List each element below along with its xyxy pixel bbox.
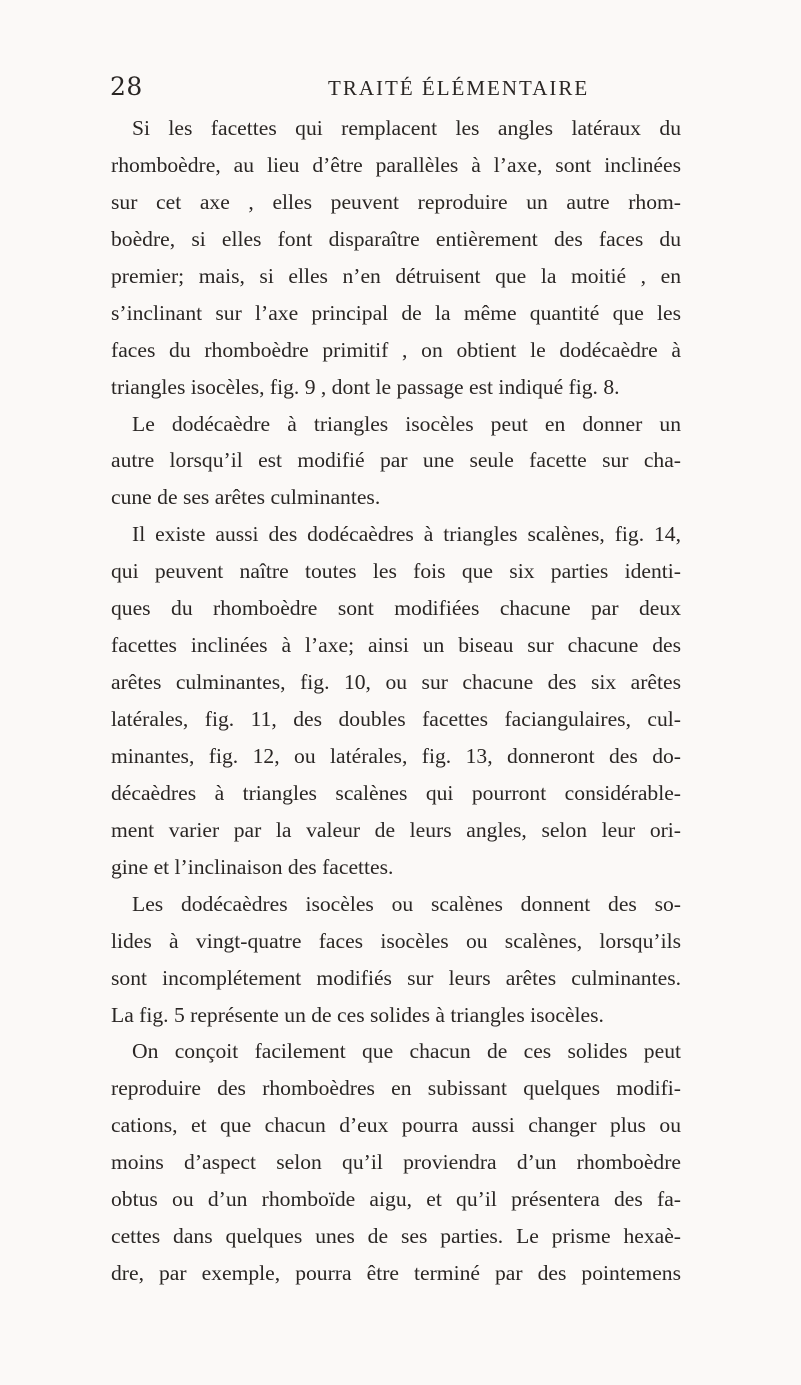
text-line: moins d’aspect selon qu’il proviendra d’un rhomboèdre: [111, 1150, 681, 1175]
text-line: obtus ou d’un rhomboïde aigu, et qu’il présentera des fa-: [111, 1187, 681, 1212]
text-line: boèdre, si elles font disparaître entièrement des faces du: [111, 226, 681, 251]
text-line: triangles isocèles, fig. 9 , dont le passage est indiqué fig. 8.: [111, 374, 620, 399]
text-line: cettes dans quelques unes de ses parties. Le prisme hexaè-: [111, 1224, 681, 1249]
text-line: On conçoit facilement que chacun de ces solides peut: [132, 1039, 681, 1064]
running-header: [110, 72, 700, 108]
text-line: Les dodécaèdres isocèles ou scalènes donnent des so-: [132, 891, 681, 916]
text-line: autre lorsqu’il est modifié par une seule facette sur cha-: [111, 448, 681, 473]
text-line: ment varier par la valeur de leurs angles, selon leur ori-: [111, 817, 681, 842]
text-line: reproduire des rhomboèdres en subissant quelques modifi-: [111, 1076, 681, 1101]
text-line: latérales, fig. 11, des doubles facettes faciangulaires, cul-: [111, 707, 681, 731]
page-number: 28: [110, 72, 143, 101]
text-line: rhomboèdre, au lieu d’être parallèles à l’axe, sont inclinées: [111, 152, 681, 177]
text-line: Le dodécaèdre à triangles isocèles peut en donner un: [132, 411, 681, 436]
text-line: dre, par exemple, pourra être terminé par des pointemens: [111, 1261, 681, 1286]
text-line: lides à vingt-quatre faces isocèles ou scalènes, lorsqu’ils: [111, 928, 681, 953]
text-line: gine et l’inclinaison des facettes.: [111, 854, 394, 879]
text-line: s’inclinant sur l’axe principal de la même quantité que les: [111, 300, 681, 325]
text-line: Il existe aussi des dodécaèdres à triangles scalènes, fig. 14,: [132, 522, 681, 547]
text-line: sont incomplétement modifiés sur leurs arêtes culminantes.: [111, 965, 681, 990]
text-line: cations, et que chacun d’eux pourra aussi changer plus ou: [111, 1113, 681, 1138]
body-text: [111, 110, 681, 1292]
text-line: faces du rhomboèdre primitif , on obtient le dodécaèdre à: [111, 337, 681, 362]
running-title: TRAITÉ ÉLÉMENTAIRE: [328, 76, 590, 100]
text-line: La fig. 5 représente un de ces solides à triangles isocèles.: [111, 1002, 604, 1027]
text-line: minantes, fig. 12, ou latérales, fig. 13, donneront des do-: [111, 743, 681, 768]
text-line: arêtes culminantes, fig. 10, ou sur chacune des six arêtes: [111, 670, 681, 695]
text-line: ques du rhomboèdre sont modifiées chacune par deux: [111, 596, 681, 621]
text-line: cune de ses arêtes culminantes.: [111, 485, 381, 510]
text-line: Si les facettes qui remplacent les angles latéraux du: [132, 116, 681, 140]
text-line: qui peuvent naître toutes les fois que six parties identi-: [111, 559, 681, 584]
text-line: facettes inclinées à l’axe; ainsi un biseau sur chacune des: [111, 633, 681, 658]
text-line: décaèdres à triangles scalènes qui pourront considérable-: [111, 780, 681, 805]
text-line: premier; mais, si elles n’en détruisent que la moitié , en: [111, 263, 681, 288]
text-line: sur cet axe , elles peuvent reproduire un autre rhom-: [111, 189, 681, 214]
